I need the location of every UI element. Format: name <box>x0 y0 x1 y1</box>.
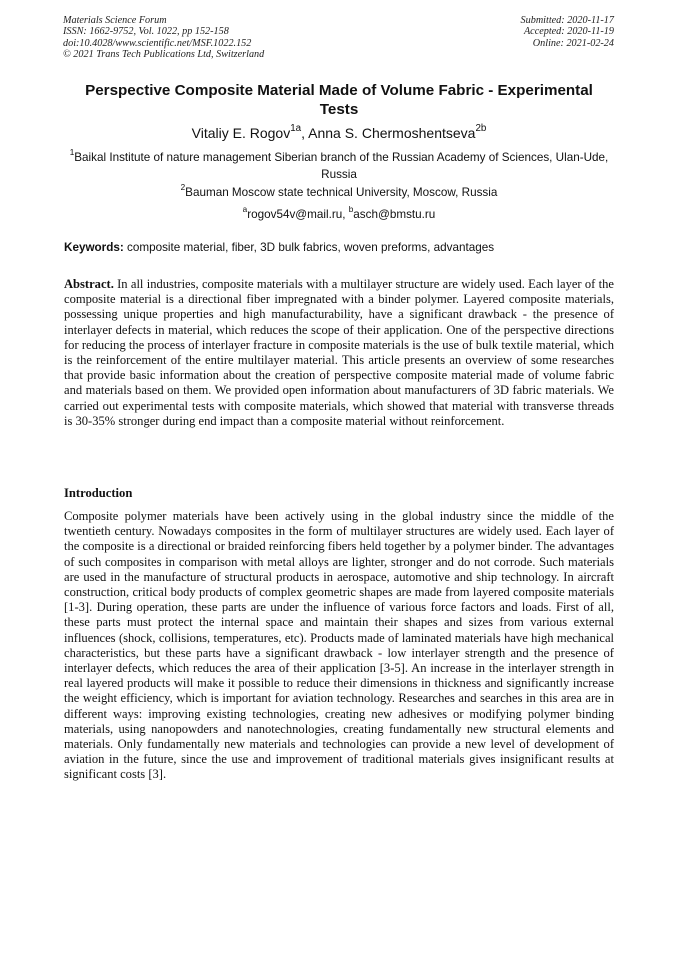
author-separator: , <box>301 125 309 141</box>
affiliation-text: Bauman Moscow state technical University, Moscow, Russia <box>185 186 498 199</box>
affiliation-1 <box>64 149 614 183</box>
affiliation-mark: 2 <box>180 183 186 193</box>
submitted-date: Submitted: 2020-11-17 <box>520 15 614 26</box>
affiliation-mark: 1 <box>69 148 75 158</box>
accepted-date: Accepted: 2020-11-19 <box>523 26 614 38</box>
author-list <box>64 124 614 142</box>
author-affiliation-mark: 1a <box>290 123 302 135</box>
paper-title: Perspective Composite Material Made of Volume Fabric - Experimental Tests <box>85 82 593 118</box>
email-mark: b <box>348 205 354 215</box>
author-affiliation-mark: 2b <box>475 123 487 135</box>
author-name: Anna S. Chermoshentseva <box>308 125 476 141</box>
publication-dates <box>521 15 614 49</box>
keywords-label: Keywords: <box>64 241 124 254</box>
keywords <box>64 240 614 256</box>
journal-doi[interactable]: doi:10.4028/www.scientific.net/MSF.1022.152 <box>63 37 252 49</box>
journal-copyright: © 2021 Trans Tech Publications Ltd, Switzerland <box>63 49 265 61</box>
abstract-label: Abstract. <box>64 277 114 291</box>
journal-info <box>63 15 264 61</box>
affiliation-text: Baikal Institute of nature management Siberian branch of the Russian Academy of Sciences, Ulan-Ude, Russia <box>74 151 609 181</box>
author-emails <box>64 206 614 223</box>
abstract-text: In all industries, composite materials with a multilayer structure are widely used. Each layer of the composite material is a directional fiber impregnated with a binder polymer. Layered composite materials, possessing unique properties and high manufacturability, have a significant drawback - the presence of interlayer defects in material, which reduces the scope of their application. One of the perspective directions for reducing the process of interlayer fracture in composite materials is the use of bulk textile material, which is the reinforcement of the entire multilayer material. This article presents an overview of some researches that provide basic information about the creation of perspective composite material made of volume fabric and materials based on them. We provided open information about manufacturers of 3D fabric materials. We carried out experimental tests with composite materials, which showed that material with transverse threads is 30-35% stronger during end impact than a composite material without reinforcement. <box>64 277 614 428</box>
email-mark: a <box>242 205 248 215</box>
journal-issn: ISSN: 1662-9752, Vol. 1022, pp 152-158 <box>63 26 229 38</box>
email-link[interactable]: asch@bmstu.ru <box>353 208 436 221</box>
abstract <box>64 277 614 429</box>
email-separator: , <box>342 208 349 221</box>
introduction-heading: Introduction <box>64 486 133 500</box>
email-link[interactable]: rogov54v@mail.ru <box>247 208 343 221</box>
journal-name: Materials Science Forum <box>63 15 167 26</box>
author-name: Vitaliy E. Rogov <box>191 125 291 141</box>
online-date: Online: 2021-02-24 <box>532 37 614 49</box>
affiliation-2 <box>64 184 614 201</box>
keywords-text: composite material, fiber, 3D bulk fabrics, woven preforms, advantages <box>123 241 495 254</box>
introduction-text: Composite polymer materials have been actively using in the global industry since the middle of the twentieth century. Nowadays composites in the form of multilayer structures are widely used. Each layer of the composite is a directional or braided reinforcing fibers held together by a polymer binder. The advantages of such composites in comparison with metal alloys are lighter, stronger and do not corrode. Such materials are used in the manufacture of structural products in aerospace, automotive and ship technology. In aircraft construction, critical body products of complex geometric shapes are made from layered composite materials [1-3]. During operation, these parts are under the influence of various force factors and loads. First of all, these parts must protect the internal space and maintain their shapes and sizes from various external influences (shock, collisions, temperatures, etc). Products made of laminated materials have high mechanical characteristics, but these parts have a significant drawback - low interlayer strength and the presence of interlayer defects, which reduces the area of their application [3-5]. An increase in the interlayer strength in real layered products will make it possible to reduce their dimensions in thickness and significantly increase the weight efficiency, which is important for aviation technology. Researches and searches in this area are in different ways: improving existing technologies, creating new adhesives or modifying polymer binding materials, using nanopowders and nanotechnologies, creating fundamentally new structural elements and materials. Only fundamentally new materials and technologies can provide a new level of development of aviation in the future, since the use and improvement of traditional materials gives insignificant results at significant costs [3]. <box>64 509 614 782</box>
